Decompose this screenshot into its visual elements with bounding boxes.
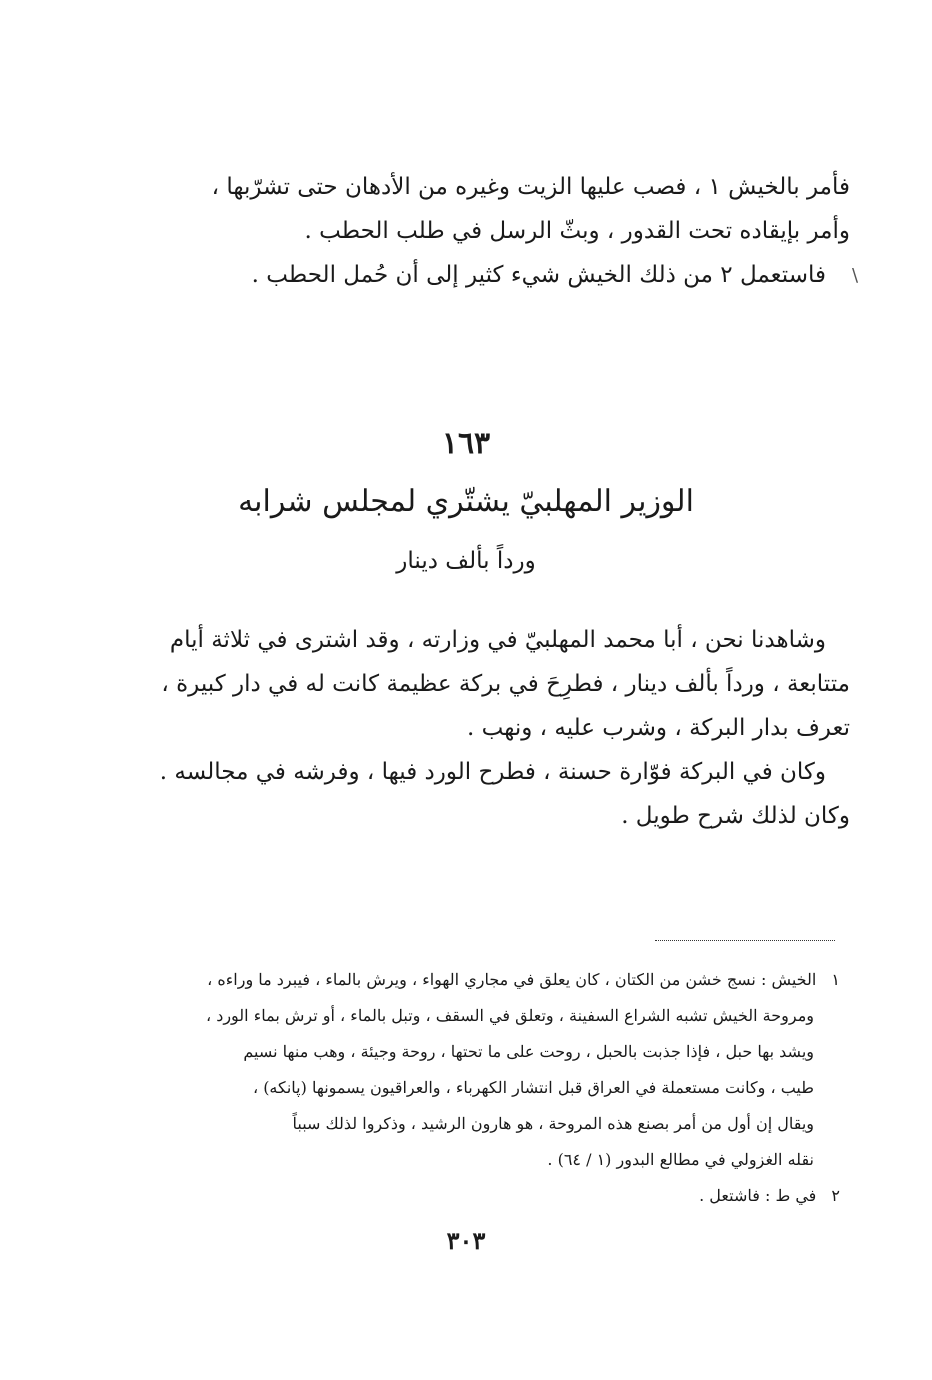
- story-line: متتابعة ، ورداً بألف دينار ، فطرِحَ في بركة عظيمة كانت له في دار كبيرة ،: [161, 671, 850, 697]
- margin-mark: \: [852, 265, 859, 286]
- story-line: وكان في البركة فوّارة حسنة ، فطرح الورد فيها ، وفرشه في مجالسه .: [159, 759, 826, 785]
- story-line: وشاهدنا نحن ، أبا محمد المهلبيّ في وزارته ، وقد اشترى في ثلاثة أيام: [169, 627, 826, 653]
- story-body: [150, 618, 850, 838]
- passage-line: فأمر بالخيش ١ ، فصب عليها الزيت وغيره من الأدهان حتى تشرّبها ،: [211, 174, 850, 200]
- footnote-divider: [655, 940, 835, 941]
- passage-line: وأمر بإيقاده تحت القدور ، وبثّ الرسل في طلب الحطب .: [304, 218, 850, 244]
- page-number: ٣٠٣: [446, 1226, 486, 1255]
- story-number: ١٦٣: [441, 426, 491, 461]
- footnote-marker: ٢: [831, 1186, 840, 1205]
- footnote-text: الخيش : نسج خشن من الكتان ، كان يعلق في مجاري الهواء ، ويرش بالماء ، فيبرد ما وراءه ،: [207, 970, 817, 989]
- footnote-line: طيب ، وكانت مستعملة في العراق قبل انتشار الكهرباء ، والعراقيون يسمونها (پانكه) ،: [252, 1078, 814, 1097]
- footnote-marker: ١: [831, 970, 840, 989]
- story-title: الوزير المهلبيّ يشتّري لمجلس شرابه: [238, 484, 694, 519]
- story-line: وكان لذلك شرح طويل .: [621, 803, 850, 829]
- footnotes: [160, 962, 840, 1214]
- footnote-line: [160, 1178, 840, 1214]
- top-passage: [150, 165, 850, 297]
- footnote-line: [160, 962, 840, 998]
- footnote-line: نقله الغزولي في مطالع البدور (١ / ٦٤) .: [547, 1150, 814, 1169]
- story-line: تعرف بدار البركة ، وشرب عليه ، ونهب .: [467, 715, 850, 741]
- footnote-text: في ط : فاشتعل .: [699, 1186, 817, 1205]
- passage-line: فاستعمل ٢ من ذلك الخيش شيء كثير إلى أن حُمل الحطب .: [251, 262, 826, 288]
- footnote-line: ويقال إن أول من أمر بصنع هذه المروحة ، هو هارون الرشيد ، وذكروا لذلك سبباً: [292, 1114, 814, 1133]
- story-subtitle: ورداً بألف دينار: [396, 548, 536, 574]
- footnote-line: ومروحة الخيش تشبه الشراع السفينة ، وتعلق في السقف ، وتبل بالماء ، أو ترش بماء الورد ،: [205, 1006, 814, 1025]
- footnote-line: ويشد بها حبل ، فإذا جذبت بالحبل ، روحت على ما تحتها ، روحة وجيئة ، وهب منها نسيم: [243, 1042, 814, 1061]
